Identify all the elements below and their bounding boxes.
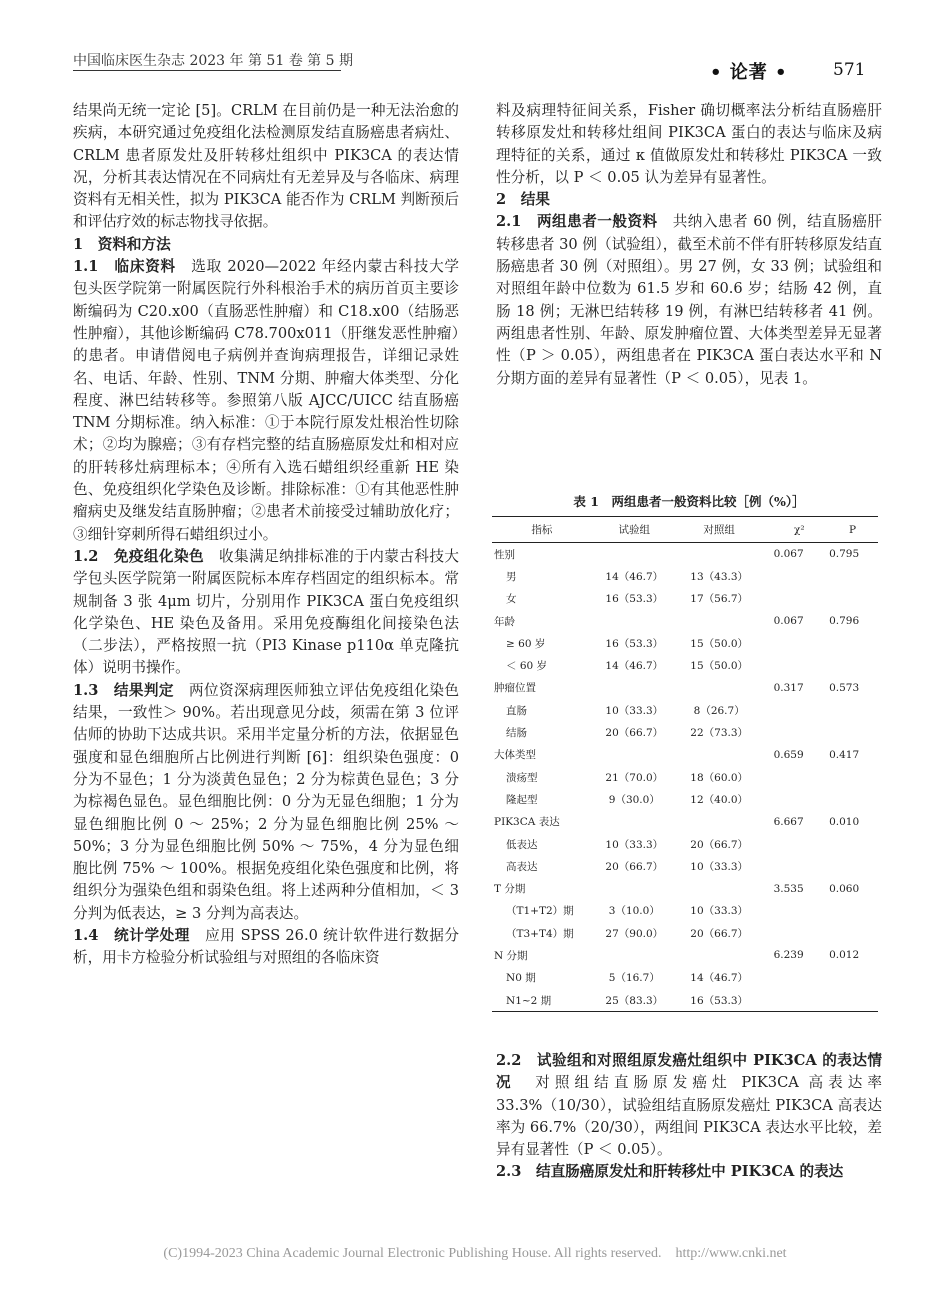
table-cell: 0.317 xyxy=(773,681,804,694)
table-cell: 0.795 xyxy=(829,548,860,561)
page-number: 571 xyxy=(833,60,866,80)
table-cell xyxy=(677,744,762,766)
right-column xyxy=(496,100,882,390)
table-cell: 12（40.0） xyxy=(690,793,749,806)
table-cell: 年龄 xyxy=(494,615,515,628)
table-row xyxy=(492,922,878,944)
table-cell xyxy=(827,699,878,721)
table-cell: 22（73.3） xyxy=(690,727,749,740)
section-1-4-title: 1.4 统计学处理 xyxy=(73,926,190,944)
table-cell: 5（16.7） xyxy=(608,972,660,985)
table-cell xyxy=(827,654,878,676)
table-cell: 20（66.7） xyxy=(605,860,664,873)
table-cell: 3.535 xyxy=(773,882,804,895)
table-cell: N0 期 xyxy=(506,972,536,985)
table-cell: 0.067 xyxy=(773,548,804,561)
section-1-4 xyxy=(73,925,459,970)
table-cell xyxy=(677,811,762,833)
section-1-2 xyxy=(73,546,459,680)
table-cell: 溃疡型 xyxy=(506,771,538,784)
table-cell: 0.067 xyxy=(773,615,804,628)
table-cell xyxy=(677,677,762,699)
table-cell: 14（46.7） xyxy=(690,972,749,985)
table-cell xyxy=(677,610,762,632)
table-cell: 16（53.3） xyxy=(677,989,762,1012)
table-header: χ² xyxy=(762,517,827,543)
table-cell: 13（43.3） xyxy=(690,570,749,583)
table-cell: 男 xyxy=(506,570,517,583)
table-cell: （T1+T2）期 xyxy=(506,905,574,918)
table-cell: ≥ 60 岁 xyxy=(506,637,546,650)
table-row xyxy=(492,855,878,877)
table-cell: 高表达 xyxy=(506,860,538,873)
table-cell xyxy=(827,900,878,922)
table-cell: 20（66.7） xyxy=(690,927,749,940)
table-cell: 9（30.0） xyxy=(608,793,660,806)
table-cell xyxy=(762,699,827,721)
table-row xyxy=(492,766,878,788)
table-cell xyxy=(762,967,827,989)
table-cell: 18（60.0） xyxy=(690,771,749,784)
table-row xyxy=(492,565,878,587)
table-cell xyxy=(762,900,827,922)
table-cell xyxy=(827,588,878,610)
table-cell: 性别 xyxy=(494,548,515,561)
right-column-lower xyxy=(496,1050,882,1184)
table-cell: 隆起型 xyxy=(506,793,538,806)
section-2-1-title: 2.1 两组患者一般资料 xyxy=(496,213,658,231)
table-row xyxy=(492,654,878,676)
table-row xyxy=(492,811,878,833)
table-cell: 6.239 xyxy=(773,949,804,962)
section-1-2-text: 收集满足纳排标准的于内蒙古科技大学包头医学院第一附属医院标本库存档固定的组织标本。常规制备 3 张 4μm 切片，分别用作 PIK3CA 蛋白免疫组织化学染色、HE 染色及备用。采用免疫酶组化间接染色法（二步法），严格按照一抗（PI3 Kinase p110α 单克隆抗体）说明书操作。 xyxy=(73,547,459,677)
left-column xyxy=(73,100,459,970)
stats-continued: 料及病理特征间关系，Fisher 确切概率法分析结直肠癌肝转移原发灶和转移灶组间 PIK3CA 蛋白的表达与临床及病理特征的关系，通过 κ 值做原发灶和转移灶 PIK3CA 一致性分析，以 P ＜ 0.05 认为差异有显著性。 xyxy=(496,102,882,186)
section-2-3 xyxy=(496,1161,882,1183)
table-cell: 15（50.0） xyxy=(690,660,749,673)
table-cell xyxy=(762,588,827,610)
table-cell: 低表达 xyxy=(506,838,538,851)
table-cell: 10（33.3） xyxy=(605,838,664,851)
table-cell: 25（83.3） xyxy=(592,989,677,1012)
table-cell xyxy=(827,855,878,877)
table-cell: T 分期 xyxy=(494,883,526,896)
table-cell xyxy=(677,944,762,966)
table-cell xyxy=(827,922,878,944)
section-2-2 xyxy=(496,1050,882,1161)
table-cell: 0.012 xyxy=(829,949,860,962)
table-cell: 0.060 xyxy=(829,882,860,895)
journal-header: 中国临床医生杂志 2023 年 第 51 卷 第 5 期 xyxy=(73,53,353,69)
table-cell xyxy=(827,632,878,654)
header-rule xyxy=(73,70,341,71)
heading-results: 2 结果 xyxy=(496,191,550,209)
table-header: P xyxy=(827,517,878,543)
table-cell: 14（46.7） xyxy=(605,660,664,673)
table-cell: 20（66.7） xyxy=(605,727,664,740)
section-2-2-text: 对照组结直肠原发癌灶 PIK3CA 高表达率 33.3%（10/30），试验组结直肠原发癌灶 PIK3CA 高表达率为 66.7%（20/30），两组间 PIK3CA 表达水平比较，差异有显著性（P ＜ 0.05）。 xyxy=(496,1074,883,1159)
table-cell: 10（33.3） xyxy=(690,905,749,918)
heading-methods: 1 资料和方法 xyxy=(73,235,171,253)
table-cell xyxy=(762,565,827,587)
table-cell: 10（33.3） xyxy=(690,860,749,873)
section-tag: • 论著 • xyxy=(710,62,788,83)
table-row xyxy=(492,699,878,721)
table-cell xyxy=(592,744,677,766)
table-cell xyxy=(677,543,762,566)
table-cell xyxy=(762,766,827,788)
table-cell: 6.667 xyxy=(773,815,804,828)
table-row xyxy=(492,788,878,810)
copyright-footer: (C)1994-2023 China Academic Journal Electronic Publishing House. All rights reserved. http://www.cnki.net xyxy=(163,1246,787,1261)
table-cell xyxy=(827,788,878,810)
table-header: 对照组 xyxy=(677,517,762,543)
intro-paragraph: 结果尚无统一定论 [5]。CRLM 在目前仍是一种无法治愈的疾病，本研究通过免疫组化法检测原发结直肠癌患者病灶、CRLM 患者原发灶及肝转移灶组织中 PIK3CA 的表达情况，分析其表达情况在不同病灶有无差异及与各临床、病理资料有无相关性，拟为 PIK3CA 能否作为 CRLM 判断预后和评估疗效的标志物找寻依据。 xyxy=(73,102,459,231)
table-row xyxy=(492,877,878,899)
table-cell xyxy=(827,989,878,1012)
table-cell: 17（56.7） xyxy=(690,593,749,606)
section-1-1 xyxy=(73,256,459,546)
table-cell xyxy=(762,721,827,743)
table-row xyxy=(492,588,878,610)
section-1-2-title: 1.2 免疫组化染色 xyxy=(73,547,204,565)
table-cell: 20（66.7） xyxy=(690,838,749,851)
table-cell xyxy=(762,632,827,654)
table-cell: 27（90.0） xyxy=(605,927,664,940)
table-row xyxy=(492,632,878,654)
table-cell: 0.573 xyxy=(829,681,860,694)
table-cell: 3（10.0） xyxy=(608,905,660,918)
table-cell: N 分期 xyxy=(494,949,528,962)
table-cell xyxy=(592,944,677,966)
section-1-1-title: 1.1 临床资料 xyxy=(73,258,176,276)
table-row xyxy=(492,900,878,922)
table-cell xyxy=(762,989,827,1012)
table-header-row xyxy=(492,517,878,543)
table-row xyxy=(492,944,878,966)
table-cell xyxy=(827,565,878,587)
table-cell: ＜ 60 岁 xyxy=(506,660,548,673)
table-cell xyxy=(827,766,878,788)
table-cell: （T3+T4）期 xyxy=(506,927,574,940)
table-cell: 16（53.3） xyxy=(605,593,664,606)
table-1 xyxy=(492,516,878,1012)
table-cell: 直肠 xyxy=(506,704,527,717)
table-cell: 大体类型 xyxy=(494,749,536,762)
table-cell: 结肠 xyxy=(506,727,527,740)
section-1-4-text: 应用 SPSS 26.0 统计软件进行数据分析，用卡方检验分析试验组与对照组的各临床资 xyxy=(73,926,459,967)
table-cell: 16（53.3） xyxy=(605,637,664,650)
section-1-3-title: 1.3 结果判定 xyxy=(73,681,174,699)
table-row xyxy=(492,543,878,566)
section-2-3-title: 2.3 结直肠癌原发灶和肝转移灶中 PIK3CA 的表达 xyxy=(496,1163,844,1181)
section-1-3-text: 两位资深病理医师独立评估免疫组化染色结果，一致性＞ 90%。若出现意见分歧，须需在第 3 位评估师的协助下达成共识。采用半定量分析的方法，依据显色强度和显色细胞所占比例进行判断 [6]：组织染色强度：0 分为不显色；1 分为淡黄色显色；2 分为棕黄色显色；3 分为棕褐色显色。显色细胞比例：0 分为无显色细胞；1 分为显色细胞比例 0 ～ 25%；2 分为显色细胞比例 25% ～ 50%；3 分为显色细胞比例 50% ～ 75%，4 分为显色细胞比例 75% ～ 100%。根据免疫组化染色强度和比例，将组织分为强染色组和弱染色组。将上述两种分值相加，＜ 3 分判为低表达，≥ 3 分判为高表达。 xyxy=(73,681,459,922)
section-2-2-title: 2.2 试验组和对照组原发癌灶组织中 PIK3CA 的表达情况 xyxy=(496,1052,882,1092)
table-cell: 10（33.3） xyxy=(605,704,664,717)
table-cell xyxy=(762,833,827,855)
table-cell xyxy=(762,788,827,810)
section-1-3 xyxy=(73,680,459,925)
table-row xyxy=(492,744,878,766)
table-header: 试验组 xyxy=(592,517,677,543)
section-1-1-text: 选取 2020—2022 年经内蒙古科技大学包头医学院第一附属医院行外科根治手术的病历首页主要诊断编码为 C20.x00（直肠恶性肿瘤）和 C18.x00（结肠恶性肿瘤），其他诊断编码 C78.700x011（肝继发恶性肿瘤）的患者。申请借阅电子病例并查询病理报告，详细记录姓名、电话、年龄、性别、TNM 分期、肿瘤大体类型、分化程度、淋巴结转移等。参照第八版 AJCC/UICC 结直肠癌 TNM 分期标准。纳入标准：①于本院行原发灶根治性切除术；②均为腺癌；③有存档完整的结直肠癌原发灶和相对应的肝转移灶病理标本；④所有入选石蜡组织经重新 HE 染色、免疫组织化学染色及诊断。排除标准：①有其他恶性肿瘤病史及继发结直肠肿瘤；②患者术前接受过辅助放化疗；③细针穿刺所得石蜡组织过小。 xyxy=(73,258,460,543)
table-cell: 15（50.0） xyxy=(690,637,749,650)
table-cell xyxy=(762,855,827,877)
table-cell xyxy=(827,967,878,989)
table-cell xyxy=(827,833,878,855)
section-2-1 xyxy=(496,211,882,389)
table-row xyxy=(492,833,878,855)
table-row xyxy=(492,610,878,632)
table-cell: 女 xyxy=(506,593,517,606)
table-cell: 14（46.7） xyxy=(605,570,664,583)
table-cell xyxy=(592,543,677,566)
table-cell: N1~2 期 xyxy=(492,989,592,1012)
table-cell xyxy=(762,922,827,944)
table-cell xyxy=(592,811,677,833)
table-cell xyxy=(762,654,827,676)
table-row xyxy=(492,989,878,1012)
table-cell: 0.659 xyxy=(773,748,804,761)
table-cell xyxy=(677,877,762,899)
section-2-1-text: 共纳入患者 60 例，结直肠癌肝转移患者 30 例（试验组），截至术前不伴有肝转移原发结直肠癌患者 30 例（对照组）。男 27 例，女 33 例；试验组和对照组年龄中位数为 61.5 岁和 60.6 岁；结肠 42 例，直肠 18 例；无淋巴结转移 19 例，有淋巴结转移者 41 例。两组患者性别、年龄、原发肿瘤位置、大体类型差异无显著性（P ＞ 0.05），两组患者在 PIK3CA 蛋白表达水平和 N 分期方面的差异有显著性（P ＜ 0.05），见表 1。 xyxy=(496,213,882,387)
table-row xyxy=(492,677,878,699)
table-cell: 0.796 xyxy=(829,615,860,628)
table-cell: PIK3CA 表达 xyxy=(494,816,560,829)
table-cell xyxy=(592,610,677,632)
table-cell: 0.417 xyxy=(829,748,860,761)
table-cell xyxy=(827,721,878,743)
table-cell: 8（26.7） xyxy=(693,704,745,717)
table-cell: 0.010 xyxy=(829,815,860,828)
table-title: 表 1 两组患者一般资料比较［例（%）］ xyxy=(573,494,805,509)
table-cell: 肿瘤位置 xyxy=(494,682,536,695)
table-cell: 21（70.0） xyxy=(605,771,664,784)
table-cell xyxy=(592,677,677,699)
table-row xyxy=(492,967,878,989)
table-cell xyxy=(592,877,677,899)
table-header: 指标 xyxy=(492,517,592,543)
table-row xyxy=(492,721,878,743)
